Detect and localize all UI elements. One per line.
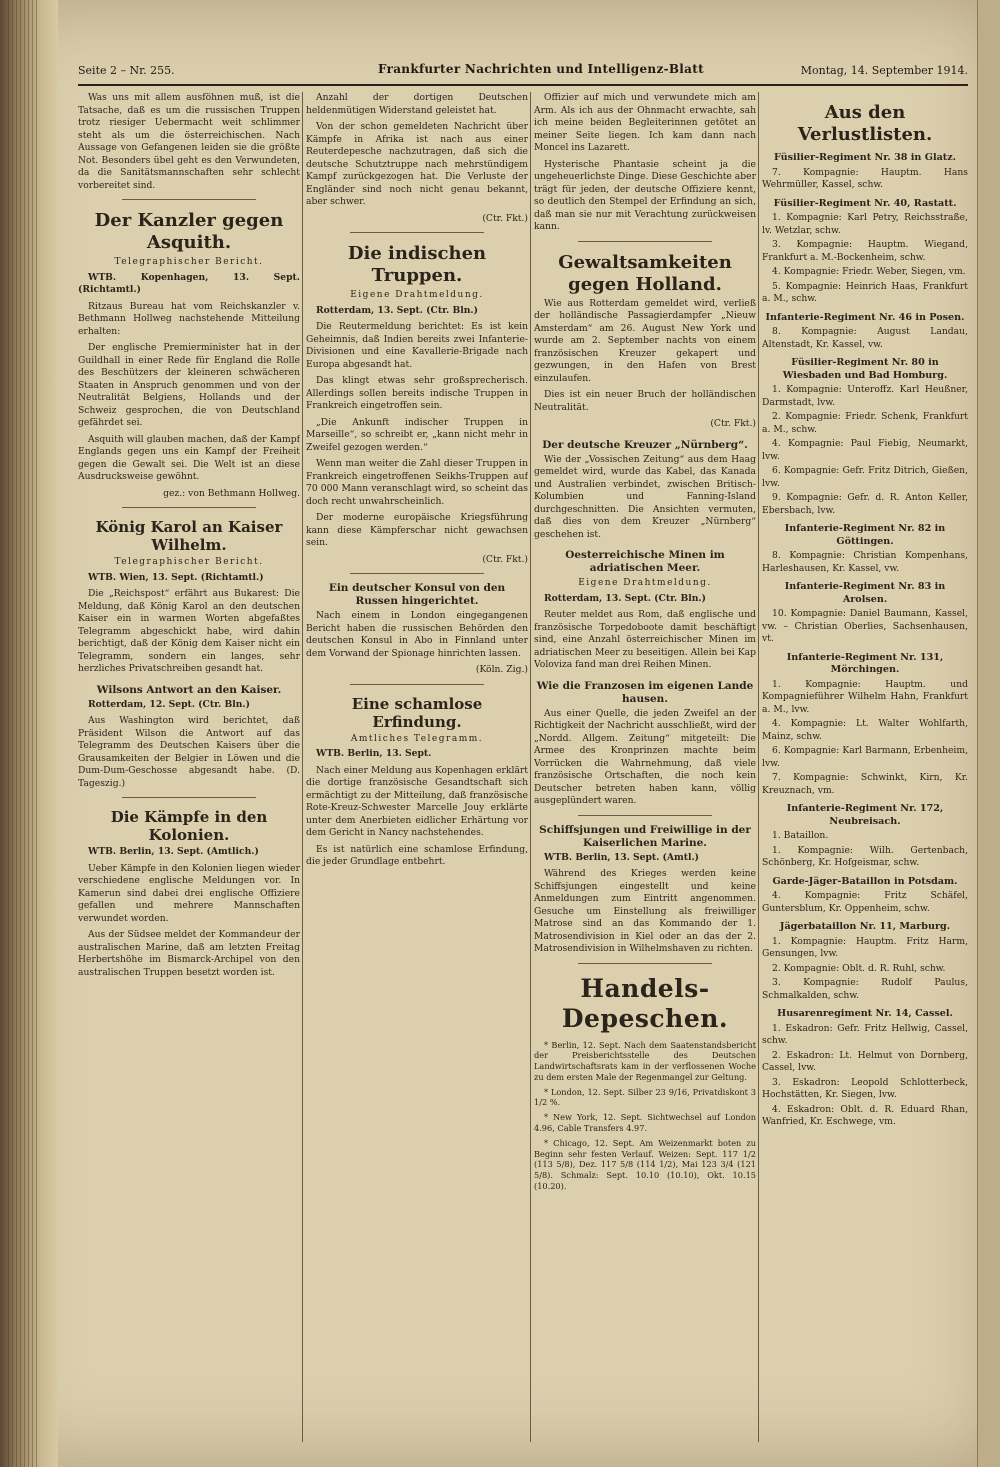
dateline: WTB. Berlin, 13. Sept. (Amtlich.) [88,846,259,857]
casualty-entry: 6. Kompagnie: Karl Barmann, Erbenheim, lvw. [762,745,968,769]
source: (Ctr. Fkt.) [482,553,528,565]
paragraph: Während des Krieges werden keine Schiffsjungen eingestellt und keine Anmeldungen zum Eintritt angenommen. Gesuche um Einstellung als freiwilliger Matrose sind an das Kommando der 1. Matrosendivision in Kiel oder an das der 2. Matrosendivision in Wilhelmshaven zu richten. [534,868,756,954]
column-2 [306,92,528,1447]
article-continuation: Anzahl der dortigen Deutschen heldenmütigen Widerstand geleistet hat. [306,92,528,116]
divider [578,963,711,964]
divider [578,815,711,816]
paragraph: Von der schon gemeldeten Nachricht über Kämpfe in Afrika ist nach aus einer Reuterdepesche nachzutragen, daß sich die deutsche Schutztruppe nach mehrstündigem Kampf zurückgezogen hat. Die Verluste der Engländer sind noch nicht genau bekannt, aber schwer. [306,121,528,207]
headline-minen: Oesterreichische Minen im adriatischen Meer. [565,549,725,574]
dateline: WTB. Wien, 13. Sept. (Richtamtl.) [88,571,264,583]
column-3 [534,92,756,1447]
casualty-entry: 2. Eskadron: Lt. Helmut von Dornberg, Cassel, lvw. [762,1049,968,1073]
paragraph: Wie aus Rotterdam gemeldet wird, verließ der holländische Passagierdampfer „Nieuw Amsterdam“ am 26. August New York und wurde am 2. September nachts von einem französischen Kreuzer gekapert und gezwungen, in den Hafen von Brest einzulaufen. [534,297,756,384]
casualty-entry: 4. Kompagnie: Paul Fiebig, Neumarkt, lvw. [762,438,968,462]
divider [122,797,255,798]
paragraph: Wie der „Vossischen Zeitung“ aus dem Haag gemeldet wird, wurde das Kabel, das Kanada und Australien verbindet, zwischen Britisch-Kolumbien und Fanning-Island durchgeschnitten. Die Ansichten vermuten, daß dies von dem Kreuzer „Nürnberg“ geschehen ist. [534,453,756,540]
casualty-entry: 8. Kompagnie: Christian Kompenhans, Harleshausen, Kr. Kassel, vw. [762,550,968,574]
casualty-entry: 9. Kompagnie: Gefr. d. R. Anton Keller, Ebersbach, lvw. [762,492,968,516]
dateline: Rotterdam, 13. Sept. (Ctr. Bln.) [544,592,706,604]
headline-marine: Schiffsjungen und Freiwillige in der Kaiserlichen Marine. [539,823,751,849]
regiment-heading: Garde-Jäger-Bataillon in Potsdam. [772,875,958,887]
paragraph: Der englische Premierminister hat in der Guildhall in einer Rede für England die Rolle des Beschützers der kleineren schwächeren Staaten in Anspruch genommen und von der Neutralität Belgiens, Hollands und der Schweiz gesprochen, die von Deutschland gefährdet sei. [78,342,300,428]
casualty-entry: 2. Kompagnie: Oblt. d. R. Ruhl, schw. [772,962,946,974]
subheading: Eigene Drahtmeldung. [350,290,484,300]
headline-schamlose-erfindung: Eine schamlose Erfindung. [351,694,483,731]
casualty-entry: 6. Kompagnie: Gefr. Fritz Ditrich, Gießen, lvw. [762,465,968,489]
paragraph: Ritzaus Bureau hat vom Reichskanzler v. Bethmann Hollweg nachstehende Mitteilung erhalten: [78,300,300,337]
casualty-entry: 4. Eskadron: Oblt. d. R. Eduard Rhan, Wanfried, Kr. Eschwege, vm. [762,1103,968,1127]
regiment-heading: Infanterie-Regiment Nr. 83 in Arolsen. [784,581,946,605]
issue-date: Montag, 14. September 1914. [800,64,968,77]
column-rule [530,92,531,1442]
paragraph: Ueber Kämpfe in den Kolonien liegen wieder verschiedene englische Meldungen vor. In Kamerun sind dabei drei englische Offiziere gefallen und mehrere Mannschaften verwundet worden. [78,862,300,924]
regiment-heading: Infanterie-Regiment Nr. 82 in Göttingen. [784,523,946,547]
subheading: Eigene Drahtmeldung. [578,578,712,588]
headline-koenig-karol: König Karol an Kaiser Wilhelm. [95,518,283,554]
divider [350,573,483,574]
headline-verlustlisten: Aus den Verlustlisten. [797,102,933,145]
paragraph: Aus der Südsee meldet der Kommandeur der australischen Marine, daß am letzten Freitag Herbertshöhe im Bismarck-Archipel von den australischen Truppen besetzt worden ist. [78,929,300,978]
paragraph: Dies ist ein neuer Bruch der holländischen Neutralität. [534,389,756,413]
casualty-entry: 1. Bataillon. [772,830,829,841]
casualty-entry: 5. Kompagnie: Heinrich Haas, Frankfurt a. M., schw. [762,280,968,304]
casualty-entry: 1. Kompagnie: Karl Petry, Reichsstraße, lv. Wetzlar, schw. [762,212,968,236]
divider [350,684,483,685]
paragraph: Es ist natürlich eine schamlose Erfindung, die jeder Grundlage entbehrt. [306,843,528,867]
casualty-entry: 4. Kompagnie: Fritz Schäfel, Guntersblum, Kr. Oppenheim, schw. [762,890,968,914]
article-continuation: Was uns mit allem ausföhnen muß, ist die Tatsache, daß es um die russischen Truppen trotz riesiger Uebermacht weit schlimmer steht als um die österreichischen. Nach Aussage von Gefangenen leiden sie die größte Not. Besonders übel geht es den Verwundeten, da die Sanitätsmannschaften sehr schlecht vorbereitet sind. [78,92,300,191]
paragraph: Der moderne europäische Kriegsführung kann diese Kämpferschar nicht gewachsen sein. [306,512,528,548]
regiment-heading: Füsilier-Regiment Nr. 80 in Wiesbaden und Bad Homburg. [782,357,948,381]
casualty-entry: 3. Eskadron: Leopold Schlotterbeck, Hochstätten, Kr. Siegen, lvw. [762,1076,968,1100]
dateline: WTB. Berlin, 13. Sept. [316,748,432,759]
dateline: WTB. Kopenhagen, 13. Sept. (Richtamtl.) [78,271,300,295]
casualty-entry: 4. Kompagnie: Lt. Walter Wohlfarth, Mainz, schw. [762,718,968,742]
headline-nuernberg: Der deutsche Kreuzer „Nürnberg“. [542,438,748,451]
source: (Ctr. Fkt.) [482,212,528,224]
paragraph: Reuter meldet aus Rom, daß englische und französische Torpedoboote damit beschäftigt sind, eine Anzahl österreichischer Minen im adriatischen Meer zu beseitigen. Allein bei Kap Voloviza fand man drei Reihen Minen. [534,609,756,670]
casualty-entry: 3. Kompagnie: Hauptm. Wiegand, Frankfurt a. M.-Bockenheim, schw. [762,239,968,263]
divider [122,199,255,200]
paragraph: Aus Washington wird berichtet, daß Präsident Wilson die Antwort auf das Telegramm des Deutschen Kaisers über die Grausamkeiten der Belgier in Löwen und die Dum-Dum-Geschosse abgesandt habe. (D. Tageszig.) [78,715,300,789]
divider [122,507,255,508]
article-continuation: Offizier auf mich und verwundete mich am Arm. Als ich aus der Ohnmacht erwachte, sah ich meine beiden Begleiterinnen getötet an meiner Seite liegen. Ich kam dann nach Moncel ins Lazarett. [534,92,756,153]
regiment-heading: Husarenregiment Nr. 14, Cassel. [777,1008,953,1019]
dateline: Rotterdam, 12. Sept. (Ctr. Bln.) [88,698,250,710]
paragraph: Wenn man weiter die Zahl dieser Truppen in Frankreich eingetroffenen Seikhs-Truppen auf 70 000 Mann veranschlagt wird, so scheint das doch recht unwahrscheinlich. [306,458,528,507]
paragraph: „Die Ankunft indischer Truppen in Marseille“, so schreibt er, „kann nicht mehr in Zweifel gezogen werden.“ [306,416,528,453]
regiment-heading: Füsilier-Regiment Nr. 38 in Glatz. [773,152,957,163]
book-binding [0,0,58,1467]
dateline: Rotterdam, 13. Sept. (Ctr. Bln.) [316,304,478,316]
page-header [78,58,968,86]
subheading: Amtliches Telegramm. [350,733,484,744]
page-number: Seite 2 – Nr. 255. [78,64,175,77]
casualty-entry: 1. Kompagnie: Hauptm. und Kompagnieführer Wilhelm Hahn, Frankfurt a. M., lvw. [762,678,968,715]
casualty-entry: 1. Kompagnie: Unteroffz. Karl Heußner, Darmstadt, lvw. [762,384,968,408]
source: (Ctr. Fkt.) [710,418,756,429]
regiment-heading: Jägerbataillon Nr. 11, Marburg. [779,921,951,932]
casualty-entry: 3. Kompagnie: Rudolf Paulus, Schmalkalden, schw. [762,977,968,1001]
casualty-entry: 2. Kompagnie: Friedr. Schenk, Frankfurt a. M., schw. [762,411,968,435]
page-edge [977,0,1000,1467]
market-report: * New York, 12. Sept. Sichtwechsel auf London 4.96, Cable Transfers 4.97. [534,1112,756,1134]
paragraph: Das klingt etwas sehr großsprecherisch. Allerdings sollen bereits indische Truppen in Frankreich eingetroffen sein. [306,375,528,411]
column-4 [762,92,968,1447]
divider [350,232,483,233]
signature: gez.: von Bethmann Hollweg. [163,487,300,499]
source: (Köln. Zig.) [475,664,528,675]
market-report: * Chicago, 12. Sept. Am Weizenmarkt boten zu Beginn sehr festen Verlauf. Weizen: Sept. 117 1/2 (113 5/8), Dez. 117 5/8 (114 1/2), Mai 123 3/4 (121 5/8). Schmalz: Sept. 10.10 (10.10), Okt. 10.15 (10.20). [534,1137,756,1192]
casualty-entry: 7. Kompagnie: Hauptm. Hans Wehrmüller, Kassel, schw. [762,166,968,190]
headline-kanzler-asquith: Der Kanzler gegen Asquith. [94,210,284,253]
headline-konsul: Ein deutscher Konsul von den Russen hingerichtet. [328,582,506,607]
headline-indische-truppen: Die indischen Truppen. [347,243,487,286]
headline-handels-depeschen: Handels-Depeschen. [561,973,729,1033]
casualty-list [762,152,968,1129]
casualty-entry: 8. Kompagnie: August Landau, Altenstadt, Kr. Kassel, vw. [762,326,968,350]
paragraph: Nach einem in London eingegangenen Bericht haben die russischen Behörden den deutschen Konsul in Abo in Finnland unter dem Vorwand der Spionage hinrichten lassen. [306,610,528,659]
casualty-entry: 7. Kompagnie: Schwinkt, Kirn, Kr. Kreuznach, vm. [762,772,968,796]
paragraph: Asquith will glauben machen, daß der Kampf Englands gegen uns ein Kampf der Freiheit gegen die Gewalt sei. Die Welt ist an diese Ausdrucksweise gewöhnt. [78,433,300,482]
column-rule [302,92,303,1442]
regiment-heading: Infanterie-Regiment Nr. 46 in Posen. [765,311,965,323]
paragraph: Aus einer Quelle, die jeden Zweifel an der Richtigkeit der Nachricht ausschließt, wird der „Nordd. Allgem. Zeitung“ mitgeteilt: Die Armee des Kronprinzen machte beim Vorrücken die Wahrnehmung, daß viele französische Ortschaften, die noch kein Deutscher betreten haben kann, völlig ausgeplündert waren. [534,707,756,806]
market-report: * Berlin, 12. Sept. Nach dem Saatenstandsbericht der Preisberichtsstelle des Deutschen Landwirtschaftsrats kam in der verflossenen Woche zu dem ersten Male der Regenmangel zur Geltung. [534,1039,756,1082]
headline-franzosen: Wie die Franzosen im eigenen Lande hausen. [536,679,754,705]
divider [578,241,711,242]
subheading: Telegraphischer Bericht. [114,557,264,567]
headline-kolonien: Die Kämpfe in den Kolonien. [110,808,268,844]
casualty-entry: 1. Kompagnie: Hauptm. Fritz Harm, Gensungen, lvw. [762,935,968,959]
regiment-heading: Infanterie-Regiment Nr. 172, Neubreisach. [786,803,944,827]
column-1 [78,92,300,1447]
paragraph: Die „Reichspost“ erfährt aus Bukarest: Die Meldung, daß König Karol an den deutschen Kaiser ein in warmen Worten abgefaßtes Telegramm abgeschickt habe, wird dahin berichtigt, daß der König dem Kaiser nicht ein Telegramm, sondern ein langes, sehr herzliches Privatschreiben gesandt hat. [78,588,300,674]
column-rule [758,92,759,1442]
subheading: Telegraphischer Bericht. [114,257,264,267]
newspaper-title: Frankfurter Nachrichten und Intelligenz-Blatt [378,62,704,76]
dateline: WTB. Berlin, 13. Sept. (Amtl.) [544,851,700,863]
casualty-entry: 1. Eskadron: Gefr. Fritz Hellwig, Cassel, schw. [762,1022,968,1046]
casualty-entry: 1. Kompagnie: Wilh. Gertenbach, Schönberg, Kr. Hofgeismar, schw. [762,844,968,868]
paragraph: Hysterische Phantasie scheint ja die ungeheuerlichste Dinge. Diese Geschichte aber trägt für jeden, der deutsche Offiziere kennt, so deutlich den Stempel der Erfindung an sich, daß man sie nur mit Verachtung zurückweisen kann. [534,158,756,232]
headline-wilson: Wilsons Antwort an den Kaiser. [96,683,282,696]
regiment-heading: Infanterie-Regiment Nr. 131, Mörchingen. [786,651,944,675]
market-report: * London, 12. Sept. Silber 23 9/16, Privatdiskont 3 1/2 %. [534,1086,756,1108]
headline-holland: Gewaltsamkeiten gegen Holland. [558,251,732,295]
casualty-entry: 4. Kompagnie: Friedr. Weber, Siegen, vm. [772,266,966,277]
paragraph: Die Reutermeldung berichtet: Es ist kein Geheimnis, daß Indien bereits zwei Infanterie-Divisionen und eine Kavallerie-Brigade nach Europa abgesandt hat. [306,321,528,370]
regiment-heading: Füsilier-Regiment Nr. 40, Rastatt. [773,197,957,209]
paragraph: Nach einer Meldung aus Kopenhagen erklärt die dortige französische Gesandtschaft sich ermächtigt zu der Mitteilung, daß französische Rote-Kreuz-Schwester Marcelle Jouy erklärte unter dem Anerbieten eidlicher Erhärtung vor dem Gericht in Nancy nachstehendes. [306,764,528,838]
casualty-entry: 10. Kompagnie: Daniel Baumann, Kassel, vw. – Christian Oberlies, Sachsenhausen, vt. [762,608,968,644]
